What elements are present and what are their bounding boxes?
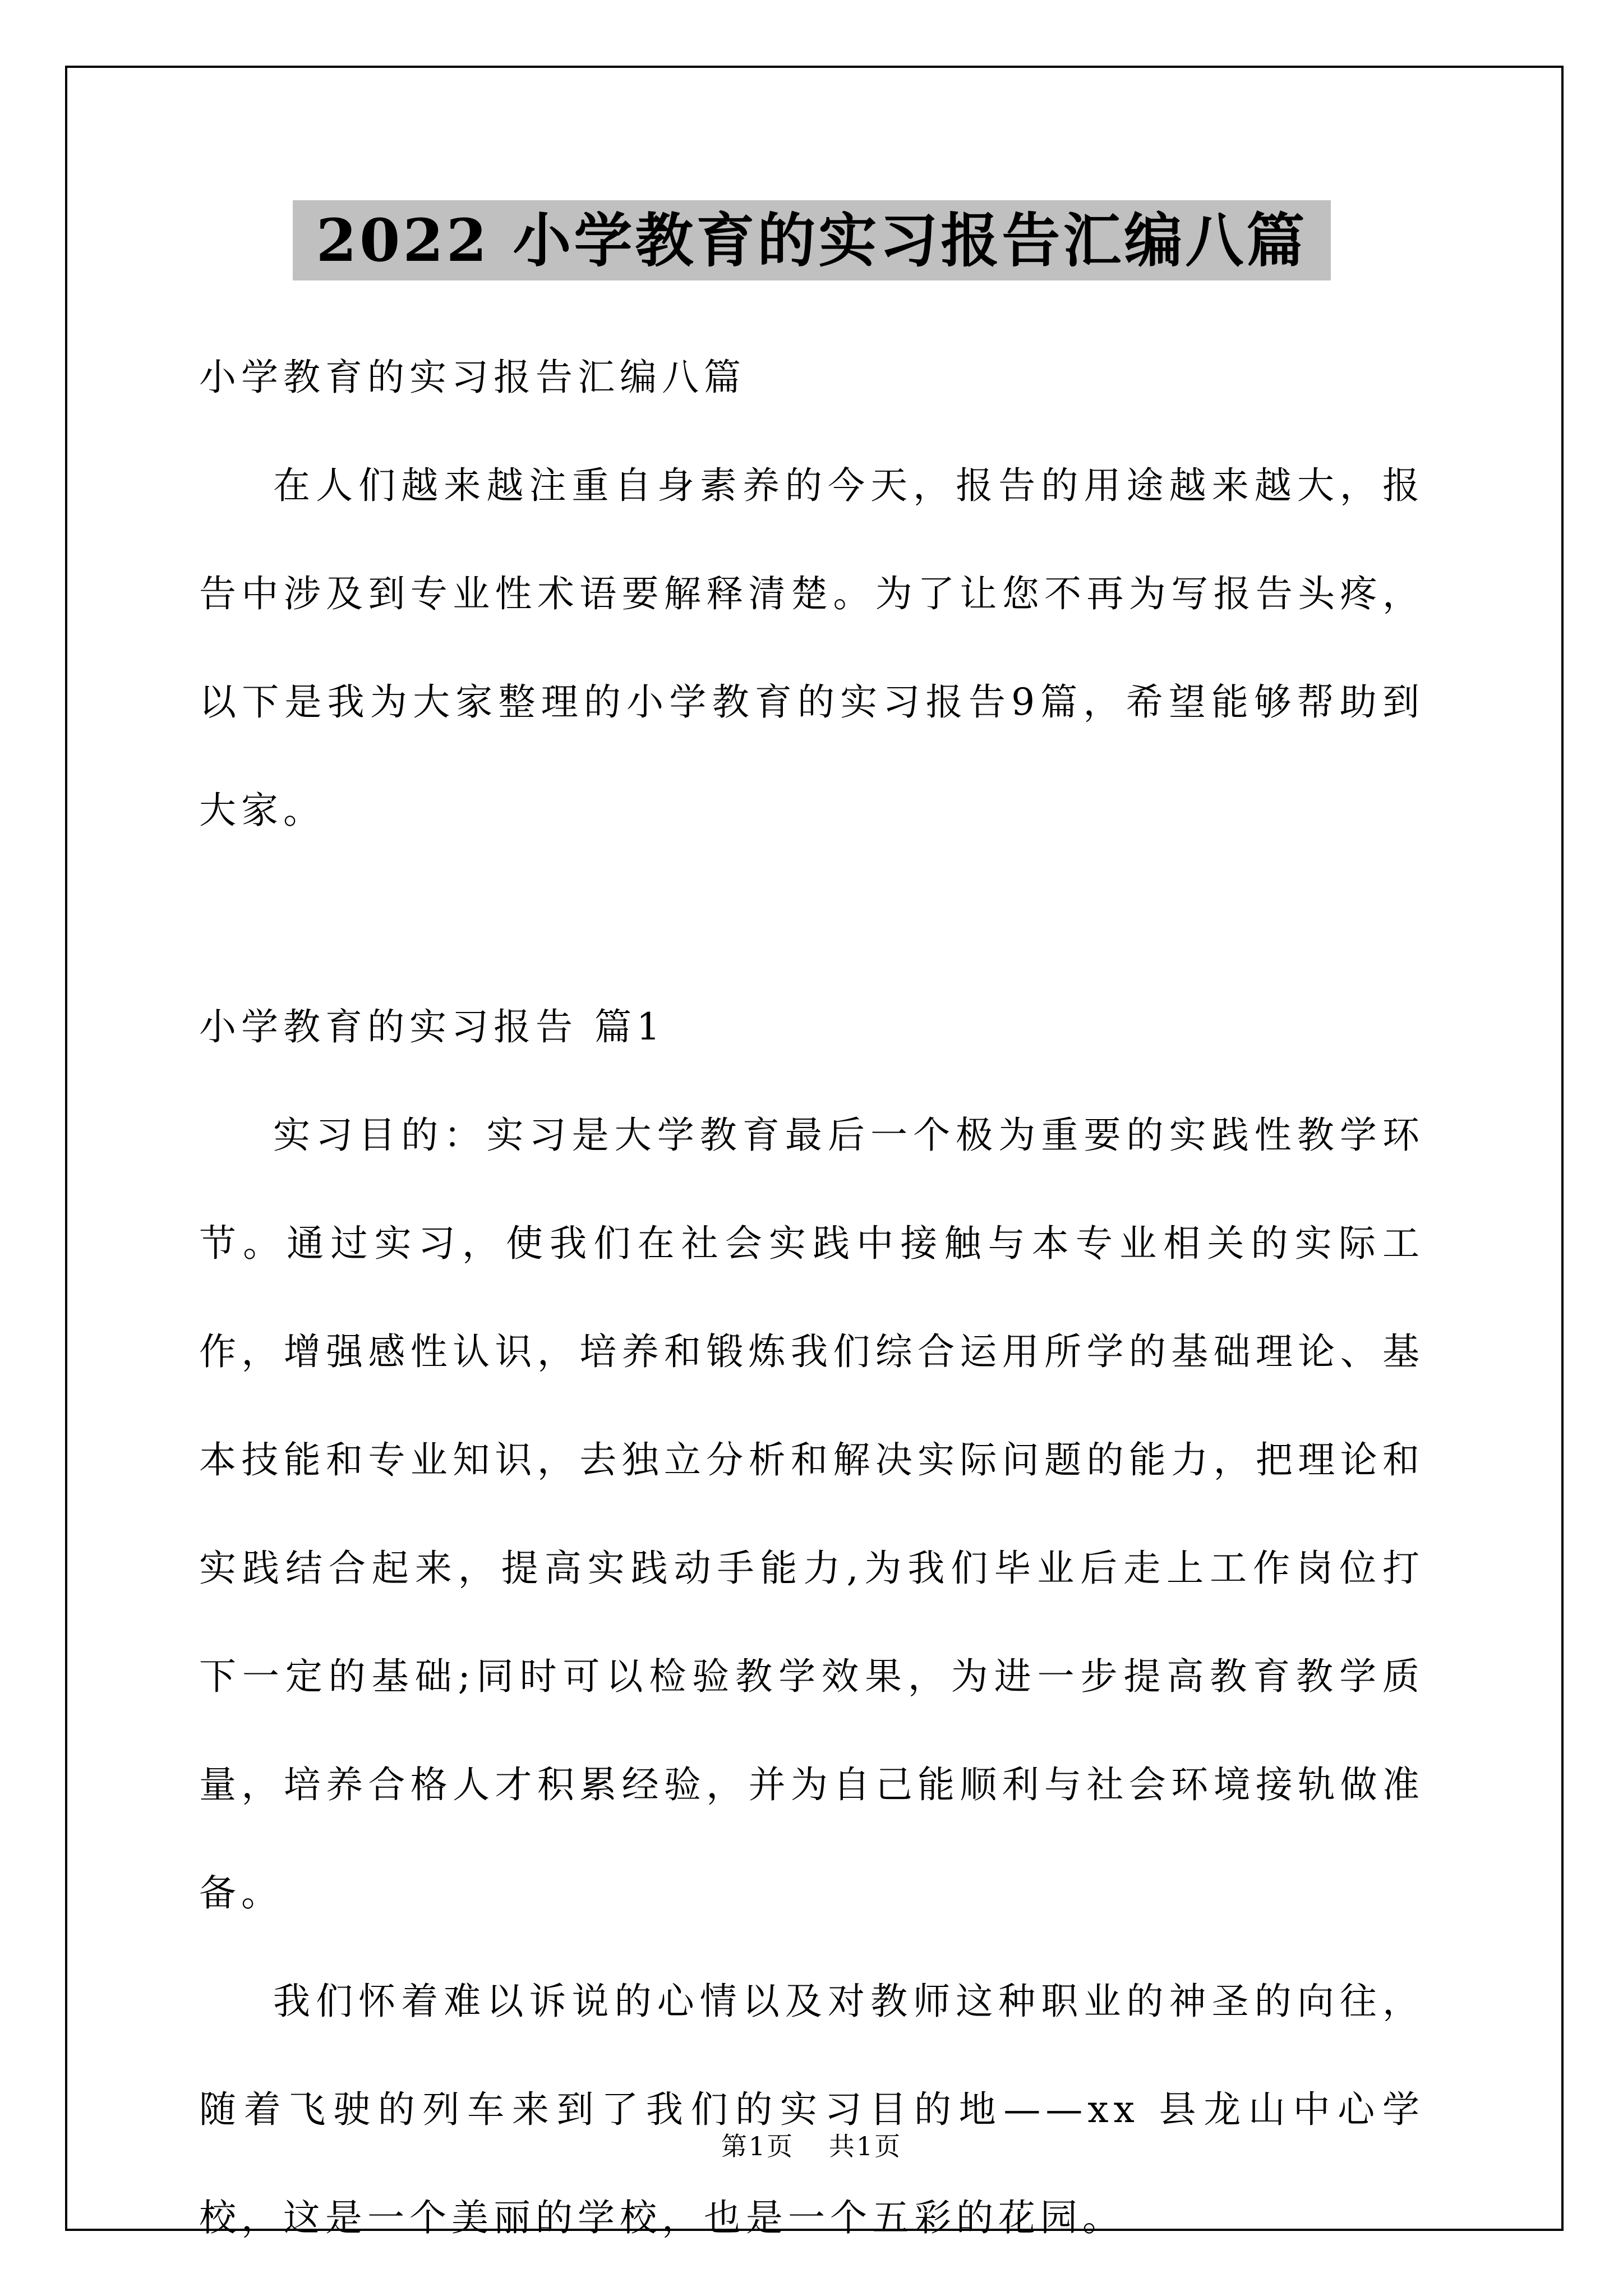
paragraph: 在人们越来越注重自身素养的今天，报告的用途越来越大，报告中涉及到专业性术语要解释清楚。为了让您不再为写报告头疼，以下是我为大家整理的小学教育的实习报告9篇，希望能够帮助到大家。 [199,464,1424,832]
document-body [199,323,1424,2272]
paragraph: 我们怀着难以诉说的心情以及对教师这种职业的神圣的向往，随着飞驶的列车来到了我们的实习目的地——xx 县龙山中心学校，这是一个美丽的学校，也是一个五彩的花园。 [199,1980,1424,2239]
document-title: 2022 小学教育的实习报告汇编八篇 [293,200,1331,280]
paragraph: 小学教育的实习报告汇编八篇 [199,356,746,399]
footer-page-number: 第1页 [721,2131,795,2161]
paragraph: 小学教育的实习报告 篇1 [199,1005,665,1048]
footer-total-pages: 共1页 [828,2131,902,2161]
document-title-row [199,200,1424,280]
paragraph: 实习目的：实习是大学教育最后一个极为重要的实践性教学环节。通过实习，使我们在社会实践中接触与本专业相关的实际工作，增强感性认识，培养和锻炼我们综合运用所学的基础理论、基本技能和专业知识，去独立分析和解决实际问题的能力，把理论和实践结合起来，提高实践动手能力,为我们毕业后走上工作岗位打下一定的基础;同时可以检验教学效果，为进一步提高教育教学质量，培养合格人才积累经验，并为自己能顺利与社会环境接轨做准备。 [199,1114,1424,1915]
page-footer [0,2131,1623,2162]
